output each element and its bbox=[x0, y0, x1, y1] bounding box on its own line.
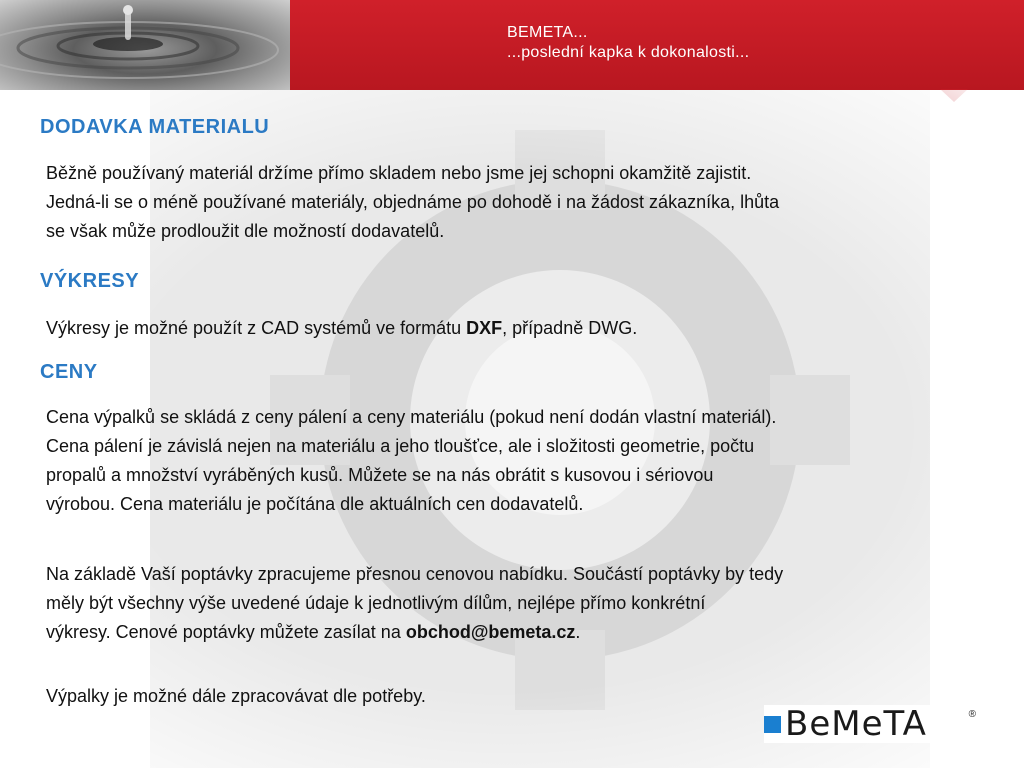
email-address[interactable]: obchod@bemeta.cz bbox=[405, 622, 576, 642]
logo-wordmark: BeMeTA bbox=[785, 704, 927, 744]
logo-square-mark bbox=[764, 716, 781, 733]
prices-line: výrobou. Cena materiálu je počítána dle aktuálních cen dodavatelů. bbox=[46, 494, 584, 514]
heading-drawings: VÝKRESY bbox=[40, 270, 140, 292]
drawings-paragraph bbox=[46, 314, 1006, 343]
material-line: Jedná-li se o méně používané materiály, objednáme po dohodě i na žádost zákazníka, lhůta bbox=[46, 192, 780, 212]
quote-line: Na základě Vaší poptávky zpracujeme přesnou cenovou nabídku. Součástí poptávky by tedy bbox=[46, 564, 784, 584]
drawings-text: Výkresy je možné použít z CAD systémů ve formátu bbox=[46, 318, 467, 338]
quote-line: měly být všechny výše uvedené údaje k jednotlivým dílům, nejlépe přímo konkrétní bbox=[46, 593, 706, 613]
header-slogan: ...poslední kapka k dokonalosti... bbox=[507, 44, 750, 61]
prices-line: Cena pálení je závislá nejen na materiálu a jeho tloušťce, ale i složitosti geometrie, počtu bbox=[46, 436, 755, 456]
prices-paragraph-1 bbox=[46, 403, 1006, 519]
heading-material-supply: DODAVKA MATERIALU bbox=[40, 116, 270, 138]
material-paragraph bbox=[46, 159, 1006, 246]
format-dxf: DXF bbox=[466, 318, 503, 338]
quote-text: výkresy. Cenové poptávky můžete zasílat na bbox=[46, 622, 406, 642]
heading-prices: CENY bbox=[40, 361, 98, 383]
processing-line: Výpalky je možné dále zpracovávat dle potřeby. bbox=[46, 686, 426, 706]
drawings-text-end: , případně DWG. bbox=[502, 318, 638, 338]
prices-line: propalů a množství vyráběných kusů. Můžete se na nás obrátit s kusovou i sériovou bbox=[46, 465, 714, 485]
registered-mark: ® bbox=[968, 709, 976, 720]
bemeta-logo bbox=[764, 705, 978, 743]
material-line: se však může prodloužit dle možností dodavatelů. bbox=[46, 221, 445, 241]
prices-paragraph-2 bbox=[46, 560, 1006, 647]
quote-text-end: . bbox=[575, 622, 581, 642]
prices-line: Cena výpalků se skládá z ceny pálení a ceny materiálu (pokud není dodán vlastní materiál). bbox=[46, 407, 777, 427]
header-brand: BEMETA... bbox=[507, 24, 588, 41]
quote-line bbox=[46, 618, 1006, 647]
material-line: Běžně používaný materiál držíme přímo skladem nebo jsme jej schopni okamžitě zajistit. bbox=[46, 163, 752, 183]
